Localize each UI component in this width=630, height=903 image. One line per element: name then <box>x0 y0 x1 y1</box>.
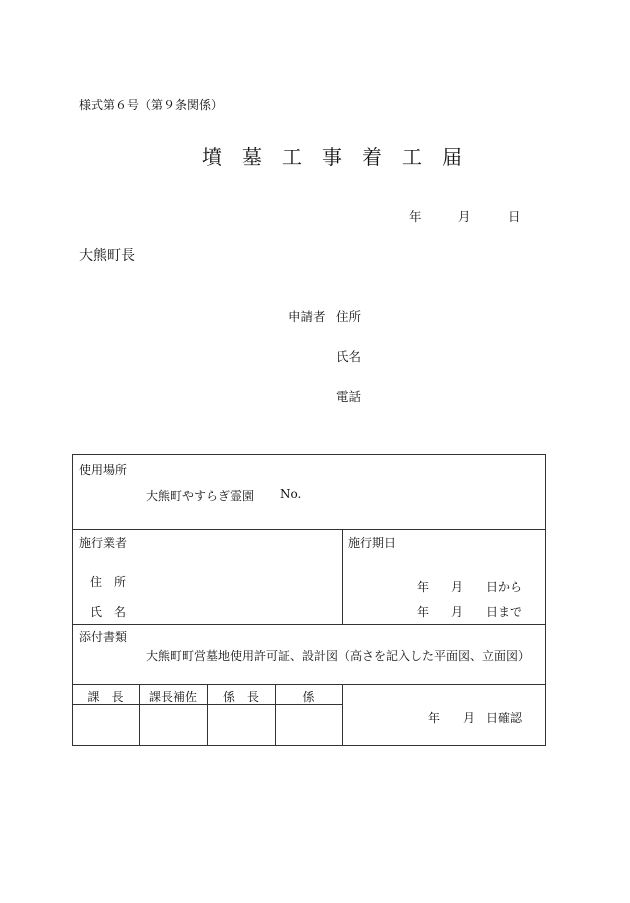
period-from-day: 日から <box>486 580 523 594</box>
approval-column-header: 課長補佐 <box>148 690 197 704</box>
table-divider <box>342 684 343 746</box>
approval-column-header: 係 長 <box>222 690 259 704</box>
period-to-month: 月 <box>451 605 464 619</box>
table-divider <box>72 624 546 625</box>
confirm-year: 年 <box>428 711 441 725</box>
applicant-name-label: 氏名 <box>336 349 362 364</box>
date-year-label: 年 <box>409 209 422 224</box>
location-value: 大熊町やすらぎ霊園 <box>146 489 255 503</box>
page-title: 墳墓工事着工届 <box>202 145 482 169</box>
period-header: 施行期日 <box>348 536 397 550</box>
contractor-address-label: 住 所 <box>90 575 127 589</box>
period-from-month: 月 <box>451 580 464 594</box>
form-number: 様式第６号（第９条関係） <box>79 98 224 112</box>
applicant-label: 申請者 <box>288 309 326 324</box>
date-day-label: 日 <box>508 209 521 224</box>
period-from-year: 年 <box>417 580 430 594</box>
table-divider <box>72 684 546 685</box>
applicant-address-label: 住所 <box>336 309 362 324</box>
contractor-header: 施行業者 <box>79 536 128 550</box>
applicant-phone-label: 電話 <box>336 389 362 404</box>
confirm-month: 月 <box>463 711 476 725</box>
period-to-year: 年 <box>417 605 430 619</box>
attachments-value: 大熊町町営墓地使用許可証、設計図（高さを記入した平面図、立面図） <box>146 649 531 663</box>
period-to-day: 日まで <box>486 605 523 619</box>
location-number-label: No. <box>280 487 302 501</box>
approval-column-header: 係 <box>302 690 315 704</box>
attachments-header: 添付書類 <box>79 630 128 644</box>
confirm-day: 日確認 <box>486 711 523 725</box>
table-divider <box>72 529 546 530</box>
addressee: 大熊町長 <box>79 248 135 264</box>
location-header: 使用場所 <box>79 463 128 477</box>
date-month-label: 月 <box>458 209 471 224</box>
table-divider <box>342 529 343 624</box>
contractor-name-label: 氏 名 <box>90 605 127 619</box>
approval-column-header: 課 長 <box>87 690 124 704</box>
